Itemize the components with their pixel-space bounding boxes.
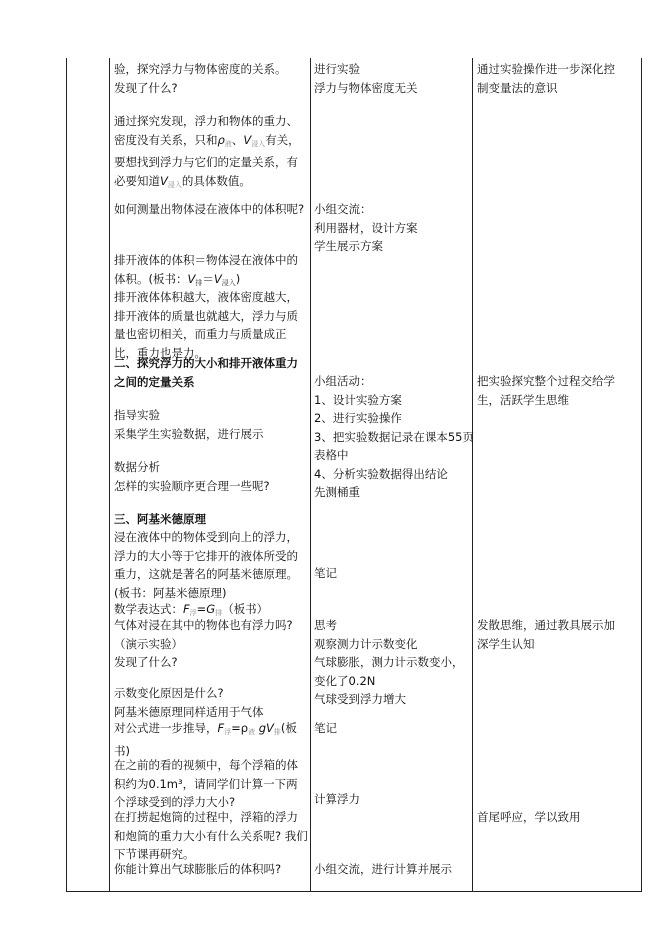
teacher-question-volume: 如何测量出物体浸在液体中的体积呢? xyxy=(114,202,305,216)
teacher-question-gas: 气体对浸在其中的物体也有浮力吗?（演示实验） 发现了什么? xyxy=(114,618,293,669)
teacher-text-2: 通过探究发现，浮力和物体的重力、密度没有关系，只和$\rho_液$、$V_{浸入}$有关，要想找到浮力与它们的定量关系，有必要知道$V_{浸入}$的具体数值。 xyxy=(114,114,300,189)
teacher-text-guide: 指导实验 采集学生实验数据，进行展示 xyxy=(114,408,264,441)
teacher-formula-2: 对公式进一步推导，$F_浮=\rho_液$ $gV_排$(板书) xyxy=(114,721,297,758)
student-text-6: 笔记 xyxy=(314,721,337,735)
intent-text-2: 把实验探究整个过程交给学生，活跃学生思维 xyxy=(477,374,615,407)
intent-text-1: 通过实验操作进一步深化控制变量法的意识 xyxy=(477,62,615,95)
teacher-text-displaced-volume: 排开液体的体积＝物体浸在液体中的体积。(板书：V排＝V浸入) xyxy=(114,253,298,287)
teacher-text-reasoning: 排开液体体积越大，液体密度越大，排开液体的质量也就越大，浮力与质量也密切相关，而重力与质量成正比，重力也是力。 xyxy=(114,290,298,360)
volume-symbol: V xyxy=(160,173,168,188)
table-border-left xyxy=(66,58,67,892)
table-border-right xyxy=(641,58,642,892)
rho-symbol: ρ xyxy=(217,132,225,147)
student-text-1: 进行实验 浮力与物体密度无关 xyxy=(314,62,418,95)
teacher-text-analysis: 数据分析 怎样的实验顺序更合理一些呢? xyxy=(114,460,270,493)
student-text-4: 笔记 xyxy=(314,566,337,580)
volume-symbol: V xyxy=(243,132,252,147)
section-heading-3: 三、阿基米德原理 xyxy=(114,512,206,526)
teacher-text-cause: 示数变化原因是什么? 阿基米德原理同样适用于气体 xyxy=(114,686,264,719)
section-heading-2: 二、探究浮力的大小和排开液体重力之间的定量关系 xyxy=(114,356,298,389)
teacher-text-calculate: 在之前的看的视频中，每个浮箱的体积约为0.1m³，请同学们计算一下两个浮球受到的浮力大小? xyxy=(114,758,298,809)
table-divider-1 xyxy=(109,58,110,892)
teacher-text-next-lesson: 在打捞起炮筒的过程中，浮箱的浮力和炮筒的重力大小有什么关系呢? 我们下节课再研究。 xyxy=(114,810,308,861)
intent-text-4: 首尾呼应，学以致用 xyxy=(477,810,581,824)
teacher-formula-1: 数学表达式：$F_浮=G_排$（板书） xyxy=(114,602,269,617)
teacher-question-balloon: 你能计算出气球膨胀后的体积吗? xyxy=(114,862,282,876)
student-text-2: 小组交流： 利用器材，设计方案 学生展示方案 xyxy=(314,202,418,253)
table-border-bottom xyxy=(66,891,642,892)
student-text-7: 计算浮力 xyxy=(314,792,360,806)
intent-text-3: 发散思维，通过教具展示加深学生认知 xyxy=(477,618,615,651)
student-text-8: 小组交流，进行计算并展示 xyxy=(314,862,452,876)
table-divider-2 xyxy=(310,58,311,892)
teacher-text-1: 验，探究浮力与物体密度的关系。 发现了什么? xyxy=(114,62,287,95)
teacher-text-archimedes: 浸在液体中的物体受到向上的浮力，浮力的大小等于它排开的液体所受的重力，这就是著名的阿基米德原理。(板书：阿基米德原理) xyxy=(114,530,298,600)
student-text-5: 思考 观察测力计示数变化 气球膨胀，测力计示数变小，变化了0.2N 气球受到浮力增大 xyxy=(314,618,464,706)
student-text-3: 小组活动： 1、设计实验方案 2、进行实验操作 3、把实验数据记录在课本55页表格中 4、分析实验数据得出结论 先测桶重 xyxy=(314,374,474,499)
